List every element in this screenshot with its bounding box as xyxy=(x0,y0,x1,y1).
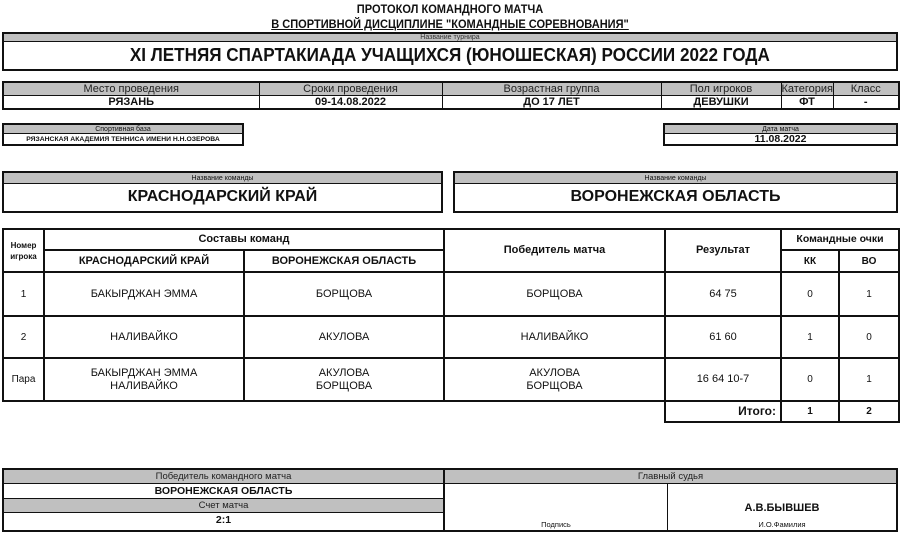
category-label: Категория xyxy=(781,83,833,95)
team-left-label: Название команды xyxy=(4,173,441,184)
team-right-block xyxy=(453,171,898,213)
player-no: 2 xyxy=(3,316,44,358)
referee-name-cell xyxy=(668,484,896,530)
match-result: 16 64 10-7 xyxy=(665,358,781,401)
location-value: РЯЗАНЬ xyxy=(3,96,259,110)
team-winner-value: ВОРОНЕЖСКАЯ ОБЛАСТЬ xyxy=(4,484,443,499)
result-header: Результат xyxy=(665,229,781,272)
class-value: - xyxy=(833,96,899,110)
signature-cell xyxy=(445,484,668,530)
winner-header: Победитель матча xyxy=(444,229,665,272)
class-label: Класс xyxy=(833,82,899,96)
team-b-header: ВОРОНЕЖСКАЯ ОБЛАСТЬ xyxy=(244,250,444,272)
team-b-pair xyxy=(244,358,444,401)
table-row xyxy=(3,316,899,358)
points-a: 0 xyxy=(781,358,839,401)
results-table xyxy=(2,228,900,423)
location-label: Место проведения xyxy=(3,82,259,96)
total-label: Итого: xyxy=(665,401,781,422)
player-name: АКУЛОВА xyxy=(318,330,370,343)
gender-value: ДЕВУШКИ xyxy=(661,96,781,110)
category-value: ФТ xyxy=(781,96,833,110)
venue-value: РЯЗАНСКАЯ АКАДЕМИЯ ТЕННИСА ИМЕНИ Н.Н.ОЗЕРОВА xyxy=(26,135,220,143)
match-score-value: 2:1 xyxy=(215,514,232,526)
points-a-header: КК xyxy=(781,250,839,272)
team-b-player xyxy=(244,272,444,316)
player-no-header: Номер игрока xyxy=(3,229,44,272)
team-left-name: КРАСНОДАРСКИЙ КРАЙ xyxy=(127,188,318,205)
tournament-name: XI ЛЕТНЯЯ СПАРТАКИАДА УЧАЩИХСЯ (ЮНОШЕСКАЯ) РОССИИ 2022 ГОДА xyxy=(129,45,771,65)
signature-label: Подпись xyxy=(541,520,571,529)
team-a-player xyxy=(44,272,244,316)
match-result: 64 75 xyxy=(665,272,781,316)
winner-name: АКУЛОВА xyxy=(529,366,580,379)
team-a-pair xyxy=(44,358,244,401)
table-row xyxy=(3,358,899,401)
team-a-player xyxy=(44,316,244,358)
team-b-player xyxy=(244,316,444,358)
age-group-label: Возрастная группа xyxy=(442,82,661,96)
match-winner xyxy=(444,272,665,316)
winner-name: БОРЩОВА xyxy=(526,287,583,300)
winner-name: БОРЩОВА xyxy=(526,379,583,392)
points-b-header: ВО xyxy=(839,250,899,272)
match-score-label: Счет матча xyxy=(4,499,443,513)
team-left-block xyxy=(2,171,443,213)
player-name: НАЛИВАЙКО xyxy=(110,379,178,392)
match-winner xyxy=(444,358,665,401)
match-date-block xyxy=(663,123,898,146)
lineups-header: Составы команд xyxy=(44,229,444,250)
total-points-a: 1 xyxy=(781,401,839,422)
points-a: 1 xyxy=(781,316,839,358)
player-no: Пара xyxy=(3,358,44,401)
gender-label: Пол игроков xyxy=(661,82,781,96)
points-b: 1 xyxy=(839,358,899,401)
referee-label: Главный судья xyxy=(445,470,896,484)
team-winner-label: Победитель командного матча xyxy=(4,470,443,484)
points-b: 0 xyxy=(839,316,899,358)
player-no: 1 xyxy=(3,272,44,316)
points-b: 1 xyxy=(839,272,899,316)
team-winner-block xyxy=(2,468,445,532)
referee-block xyxy=(443,468,898,532)
team-points-header: Командные очки xyxy=(781,229,899,250)
info-table xyxy=(2,81,900,110)
team-right-label: Название команды xyxy=(455,173,896,184)
table-row xyxy=(3,272,899,316)
winner-name: НАЛИВАЙКО xyxy=(520,330,589,343)
team-right-name: ВОРОНЕЖСКАЯ ОБЛАСТЬ xyxy=(570,188,781,205)
player-name: БОРЩОВА xyxy=(315,379,373,392)
dates-value: 09-14.08.2022 xyxy=(259,96,442,110)
match-result: 61 60 xyxy=(665,316,781,358)
venue-label: Спортивная база xyxy=(4,125,242,134)
total-row xyxy=(3,401,899,422)
venue-block xyxy=(2,123,244,146)
age-group-value: ДО 17 ЛЕТ xyxy=(442,96,661,110)
player-name: БОРЩОВА xyxy=(315,287,373,300)
dates-label: Сроки проведения xyxy=(259,82,442,96)
protocol-title: ПРОТОКОЛ КОМАНДНОГО МАТЧА xyxy=(356,2,544,16)
match-date-label: Дата матча xyxy=(665,125,896,134)
total-points-b: 2 xyxy=(839,401,899,422)
player-name: БАКЫРДЖАН ЭММА xyxy=(90,287,198,300)
referee-name: А.В.БЫВШЕВ xyxy=(744,502,820,514)
points-a: 0 xyxy=(781,272,839,316)
match-winner xyxy=(444,316,665,358)
protocol-subtitle: В СПОРТИВНОЙ ДИСЦИПЛИНЕ "КОМАНДНЫЕ СОРЕВНОВАНИЯ" xyxy=(271,17,629,31)
match-date-value: 11.08.2022 xyxy=(754,133,807,145)
tournament-label: Название турнира xyxy=(4,34,896,42)
tournament-block xyxy=(2,32,898,71)
player-name: НАЛИВАЙКО xyxy=(110,330,178,343)
player-name: БАКЫРДЖАН ЭММА xyxy=(90,366,198,379)
team-a-header: КРАСНОДАРСКИЙ КРАЙ xyxy=(44,250,244,272)
name-caption: И.О.Фамилия xyxy=(758,520,806,529)
player-name: АКУЛОВА xyxy=(318,366,370,379)
